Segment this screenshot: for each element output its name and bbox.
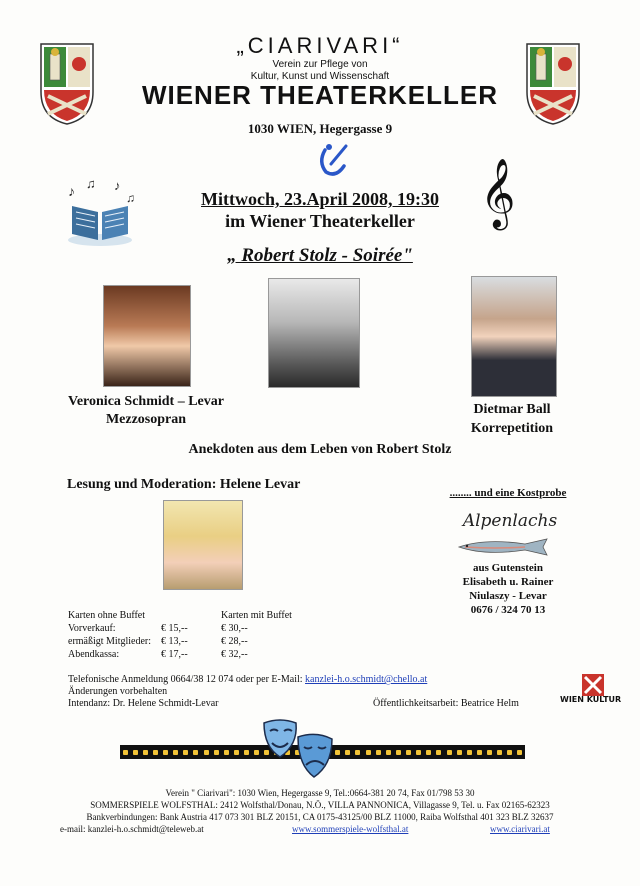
club-subtitle-1: Verein zur Pflege von xyxy=(272,59,368,70)
price-no-buffet: € 15,-- xyxy=(161,623,188,634)
tasting-intro: ........ und eine Kostprobe xyxy=(449,487,567,499)
film-hole xyxy=(436,750,441,755)
film-hole xyxy=(214,750,219,755)
price-label: Vorverkauf: xyxy=(68,623,116,634)
film-hole xyxy=(507,750,512,755)
alpenlachs-text: Alpenlachs xyxy=(462,511,558,531)
performer-left-role: Mezzosopran xyxy=(105,412,187,427)
film-hole xyxy=(386,750,391,755)
price-row xyxy=(68,622,301,635)
price-label: Abendkassa: xyxy=(68,649,120,660)
price-row xyxy=(68,635,301,648)
price-with-buffet: € 28,-- xyxy=(221,636,248,647)
svg-text:♫: ♫ xyxy=(86,176,96,191)
film-hole xyxy=(173,750,178,755)
event-title: „ Robert Stolz - Soirée" xyxy=(227,245,413,266)
photo-robert-stolz xyxy=(268,278,360,388)
price-header-no-buffet: Karten ohne Buffet xyxy=(68,610,146,621)
footer-website-link-2[interactable]: www.ciarivari.at xyxy=(490,824,550,834)
film-hole xyxy=(244,750,249,755)
wien-kultur-text: WIEN KULTUR xyxy=(560,695,622,704)
performer-right-role: Korrepetition xyxy=(470,421,554,436)
film-hole xyxy=(396,750,401,755)
theater-masks-icon xyxy=(258,715,338,787)
price-table xyxy=(68,609,301,661)
price-no-buffet: € 13,-- xyxy=(161,636,188,647)
treble-clef-icon: 𝄞 xyxy=(480,160,516,226)
theater-address: 1030 WIEN, Hegergasse 9 xyxy=(247,121,393,136)
film-hole xyxy=(467,750,472,755)
film-hole xyxy=(234,750,239,755)
film-hole xyxy=(487,750,492,755)
film-hole xyxy=(183,750,188,755)
program-reading: Lesung und Moderation: Helene Levar xyxy=(67,477,301,492)
registration-line xyxy=(68,674,427,685)
registration-email-link[interactable]: kanzlei-h.o.schmidt@chello.at xyxy=(305,674,428,685)
film-hole xyxy=(416,750,421,755)
footer-email: e-mail: kanzlei-h.o.schmidt@teleweb.at xyxy=(60,824,204,834)
film-hole xyxy=(517,750,522,755)
footer-website-link-1[interactable]: www.sommerspiele-wolfsthal.at xyxy=(292,824,409,834)
footer-line-2: SOMMERSPIELE WOLFSTHAL: 2412 Wolfsthal/Donau, N.Ö., VILLA PANNONICA, Villagasse 9, Tel. u. Fax 02165-62323 xyxy=(90,800,550,810)
program-anecdotes: Anekdoten aus dem Leben von Robert Stolz xyxy=(188,442,452,457)
film-hole xyxy=(153,750,158,755)
film-hole xyxy=(447,750,452,755)
public-relations-line: Öffentlichkeitsarbeit: Beatrice Helm xyxy=(373,698,519,709)
price-no-buffet: € 17,-- xyxy=(161,649,188,660)
registration-text: Telefonische Anmeldung 0664/38 12 074 oder per E-Mail: xyxy=(68,674,306,685)
wien-kultur-logo xyxy=(558,672,622,716)
film-hole xyxy=(457,750,462,755)
svg-text:♪: ♪ xyxy=(114,178,121,193)
photo-dietmar-ball xyxy=(471,276,557,397)
changes-note: Änderungen vorbehalten xyxy=(68,686,168,697)
film-hole xyxy=(366,750,371,755)
photo-veronica xyxy=(103,285,191,387)
price-row xyxy=(68,648,301,661)
photo-helene-levar xyxy=(163,500,243,590)
footer-line-1: Verein " Ciarivari": 1030 Wien, Hegergasse 9, Tel.:0664-381 20 74, Fax 01/798 53 30 xyxy=(165,788,475,798)
fish-icon xyxy=(455,536,555,558)
event-venue: im Wiener Theaterkeller xyxy=(225,211,415,231)
film-hole xyxy=(163,750,168,755)
price-with-buffet: € 32,-- xyxy=(221,649,248,660)
svg-text:♫: ♫ xyxy=(126,191,135,205)
footer-line-3: Bankverbindungen: Bank Austria 417 073 301 BLZ 20151, CA 0175-43125/00 BLZ 11000, Raiba Wolfsthal 401 323 BLZ 32637 xyxy=(86,812,554,822)
film-hole xyxy=(477,750,482,755)
event-date: Mittwoch, 23.April 2008, 19:30 xyxy=(201,189,439,209)
film-hole xyxy=(224,750,229,755)
film-hole xyxy=(497,750,502,755)
club-name: „CIARIVARI“ xyxy=(236,33,404,58)
price-header-with-buffet: Karten mit Buffet xyxy=(221,610,292,621)
theater-name: WIENER THEATERKELLER xyxy=(141,80,499,110)
film-hole xyxy=(123,750,128,755)
film-hole xyxy=(204,750,209,755)
film-hole xyxy=(426,750,431,755)
film-hole xyxy=(376,750,381,755)
price-header-row xyxy=(68,609,301,622)
film-hole xyxy=(355,750,360,755)
film-hole xyxy=(143,750,148,755)
performer-right-name: Dietmar Ball xyxy=(473,402,551,417)
tasting-from: aus Gutenstein xyxy=(473,562,543,574)
svg-text:♪: ♪ xyxy=(68,185,75,200)
price-label: ermäßigt Mitglieder: xyxy=(68,636,152,647)
performer-left-name: Veronica Schmidt – Levar xyxy=(68,394,224,409)
tasting-names-2: Niulaszy - Levar xyxy=(469,590,547,602)
club-subtitle-2: Kultur, Kunst und Wissenschaft xyxy=(250,71,390,82)
tasting-phone: 0676 / 324 70 13 xyxy=(470,604,546,616)
film-hole xyxy=(193,750,198,755)
tasting-names-1: Elisabeth u. Rainer xyxy=(462,576,554,588)
film-hole xyxy=(406,750,411,755)
price-with-buffet: € 30,-- xyxy=(221,623,248,634)
intendanz-line: Intendanz: Dr. Helene Schmidt-Levar xyxy=(68,698,219,709)
film-hole xyxy=(345,750,350,755)
club-logo-icon xyxy=(316,142,350,178)
alpenlachs-logo xyxy=(440,505,580,533)
film-hole xyxy=(133,750,138,755)
